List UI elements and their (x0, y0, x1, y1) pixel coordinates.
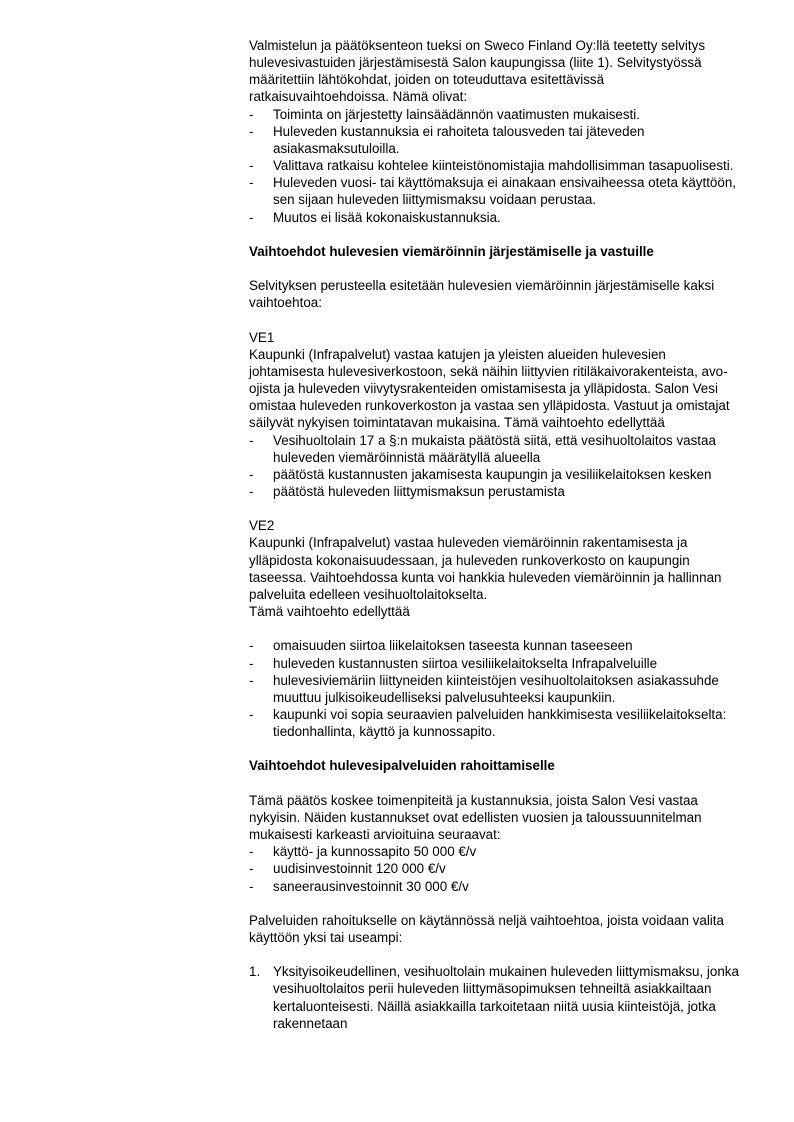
list-item (249, 655, 739, 672)
list-item (249, 432, 739, 466)
list-item-text: huleveden kustannusten siirtoa vesiliikelaitokselta Infrapalveluille (273, 655, 658, 671)
list-item-text: omaisuuden siirtoa liikelaitoksen taseesta kunnan taseeseen (273, 638, 633, 654)
list-item (249, 466, 739, 483)
dash-marker: - (249, 861, 254, 877)
dash-marker: - (249, 175, 254, 191)
list-item (249, 483, 739, 500)
ve2-label: VE2 (249, 518, 275, 534)
costs-list (249, 843, 739, 894)
dash-marker: - (249, 638, 254, 654)
dash-marker: - (249, 466, 254, 482)
ve1-requirements-list (249, 432, 739, 501)
list-item (249, 637, 739, 654)
dash-marker: - (249, 672, 254, 688)
ve2-requirements-list (249, 637, 739, 740)
dash-marker: - (249, 484, 254, 500)
list-item (249, 672, 739, 706)
list-item (249, 157, 739, 174)
list-item (249, 843, 739, 860)
list-item-text: saneerausinvestoinnit 30 000 €/v (273, 878, 469, 894)
list-item (249, 174, 739, 208)
ve2-requires-label: Tämä vaihtoehto edellyttää (249, 604, 410, 620)
list-item-text: Vesihuoltolain 17 a §:n mukaista päätöstä siitä, että vesihuoltolaitos vastaa huleveden viemäröinnistä määrätyllä alueella (273, 432, 716, 465)
list-item-text: kaupunki voi sopia seuraavien palveluiden hankkimisesta vesiliikelaitokselta: tiedonhallinta, käyttö ja kunnossapito. (273, 707, 727, 740)
dash-marker: - (249, 878, 254, 894)
financing-options-list (249, 963, 739, 1032)
list-item-text: Huleveden kustannuksia ei rahoiteta talousveden tai jäteveden asiakasmaksutuloilla. (273, 123, 645, 156)
ve1-label: VE1 (249, 329, 275, 345)
list-item (249, 878, 739, 895)
list-item (249, 706, 739, 740)
dash-marker: - (249, 844, 254, 860)
list-item-text: päätöstä kustannusten jakamisesta kaupungin ja vesiliikelaitoksen kesken (273, 466, 712, 482)
section-heading-financing: Vaihtoehdot hulevesipalveluiden rahoittamiselle (249, 758, 555, 774)
list-item (249, 209, 739, 226)
list-item-text: uudisinvestoinnit 120 000 €/v (273, 861, 446, 877)
document-page (249, 37, 739, 1032)
list-item (249, 860, 739, 877)
dash-marker: - (249, 209, 254, 225)
list-item-text: Muutos ei lisää kokonaiskustannuksia. (273, 209, 501, 225)
options-intro: Palveluiden rahoitukselle on käytännössä neljä vaihtoehtoa, joista voidaan valita käyttöön yksi tai useampi: (249, 912, 724, 945)
dash-marker: - (249, 432, 254, 448)
dash-marker: - (249, 158, 254, 174)
intro-paragraph: Valmistelun ja päätöksenteon tueksi on Sweco Finland Oy:llä teetetty selvitys hulevesivastuiden järjestämisestä Salon kaupungissa (liite 1). Selvitystyössä määritettiin lähtökohdat, joiden on toteuduttava esitettävissä ratkaisuvaihtoehdoissa. Nämä olivat: (249, 38, 706, 105)
list-item (249, 123, 739, 157)
list-number: 1. (249, 964, 261, 980)
financing-intro: Tämä päätös koskee toimenpiteitä ja kustannuksia, joista Salon Vesi vastaa nykyisin. Näiden kustannukset ovat edellisten vuosien ja taloussuunnitelman mukaisesti karkeasti arvioituina seuraavat: (249, 792, 702, 843)
list-item-text: Huleveden vuosi- tai käyttömaksuja ei ainakaan ensivaiheessa oteta käyttöön, sen sijaan huleveden liittymismaksu voidaan perustaa. (273, 175, 736, 208)
alternatives-intro: Selvityksen perusteella esitetään hulevesien viemäröinnin järjestämiselle kaksi vaihtoehtoa: (249, 278, 715, 311)
dash-marker: - (249, 106, 254, 122)
list-item-text: Toiminta on järjestetty lainsäädännön vaatimusten mukaisesti. (273, 106, 640, 122)
dash-marker: - (249, 123, 254, 139)
starting-points-list (249, 106, 739, 226)
list-item-text: Yksityisoikeudellinen, vesihuoltolain mukainen huleveden liittymismaksu, jonka vesihuoltolaitos perii huleveden liittymäsopimuksen tehneiltä asiakkailtaan kertaluonteisesti. Näillä asiakkailla tarkoitetaan niitä uusia kiinteistöjä, jotka rakennetaan (273, 964, 739, 1031)
list-item (249, 106, 739, 123)
dash-marker: - (249, 707, 254, 723)
ve1-text: Kaupunki (Infrapalvelut) vastaa katujen ja yleisten alueiden hulevesien johtamisesta hulevesiverkostoon, sekä näihin liittyvien ritiläkaivorakenteista, avo-ojista ja huleveden viivytysrakenteiden omistamisesta ja ylläpidosta. Salon Vesi omistaa huleveden runkoverkoston ja vastaa sen ylläpidosta. Vastuut ja omistajat säilyvät nykyisen toimintatavan mukaisina. Tämä vaihtoehto edellyttää (249, 346, 730, 431)
ve2-text: Kaupunki (Infrapalvelut) vastaa huleveden viemäröinnin rakentamisesta ja ylläpidosta kokonaisuudessaan, ja huleveden runkoverkosto on kaupungin taseessa. Vaihtoehdossa kunta voi hankkia huleveden viemäröinnin ja hallinnan palveluita edelleen vesihuoltolaitokselta. (249, 535, 722, 602)
list-item-text: päätöstä huleveden liittymismaksun perustamista (273, 484, 565, 500)
section-heading-alternatives: Vaihtoehdot hulevesien viemäröinnin järjestämiselle ja vastuille (249, 243, 654, 259)
dash-marker: - (249, 655, 254, 671)
list-item-text: Valittava ratkaisu kohtelee kiinteistönomistajia mahdollisimman tasapuolisesti. (273, 158, 734, 174)
list-item (249, 963, 739, 1032)
list-item-text: hulevesiviemäriin liittyneiden kiinteistöjen vesihuoltolaitoksen asiakassuhde muuttuu julkisoikeudelliseksi palvelusuhteeksi kaupunkiin. (273, 672, 719, 705)
list-item-text: käyttö- ja kunnossapito 50 000 €/v (273, 844, 477, 860)
